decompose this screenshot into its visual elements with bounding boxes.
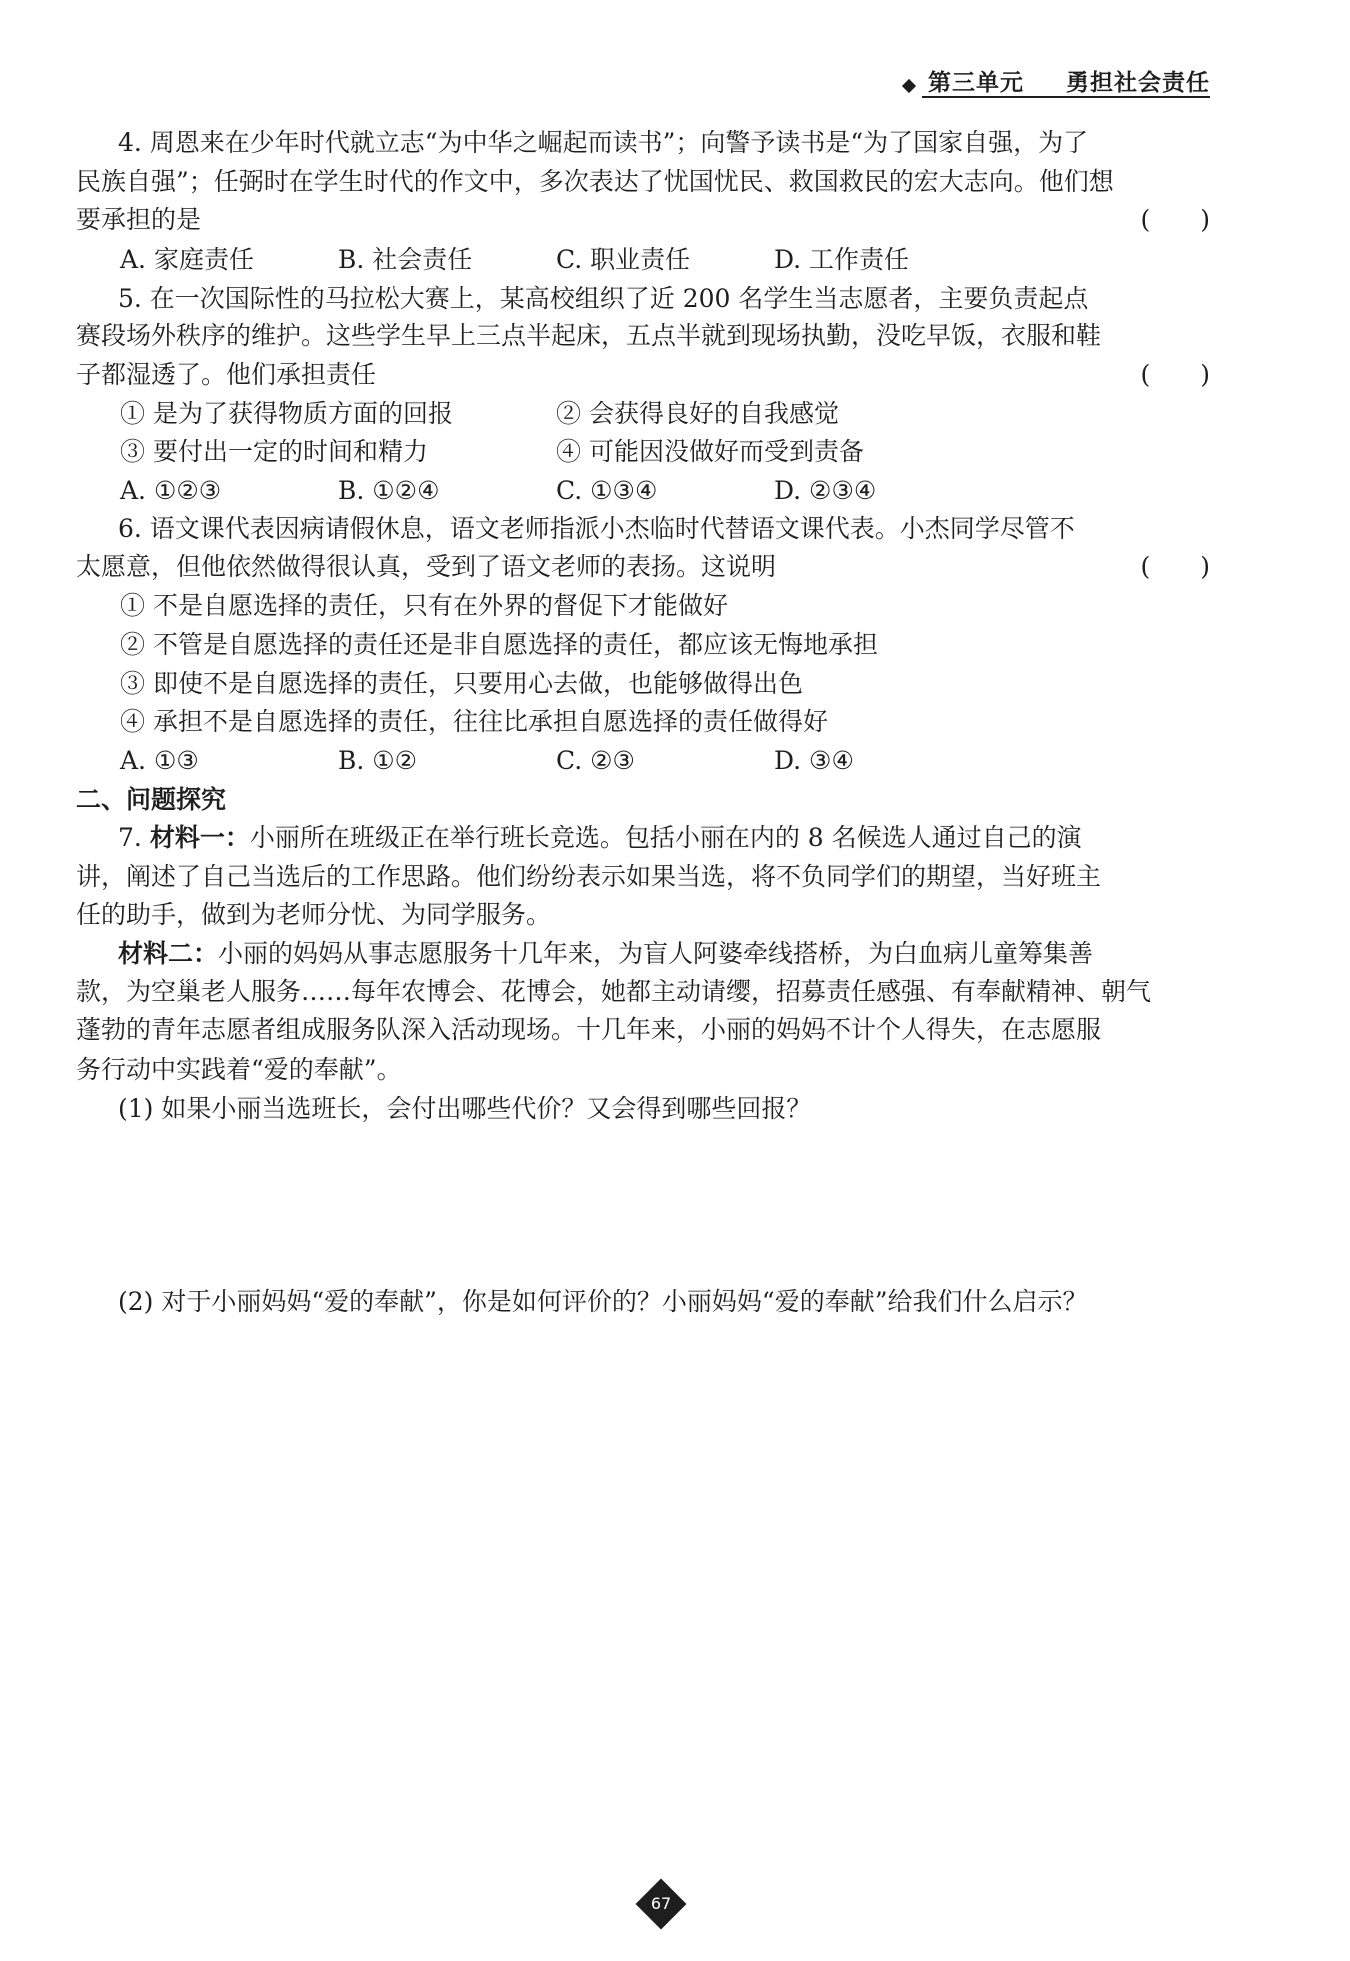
q7-line: 蓬勃的青年志愿者组成服务队深入活动现场。十几年来，小丽的妈妈不计个人得失，在志愿服 xyxy=(76,1015,1102,1044)
q4-line: 民族自强”；任弼时在学生时代的作文中，多次表达了忧国忧民、救国救民的宏大志向。他们想 xyxy=(76,167,1114,196)
option-d: D. ②③④ xyxy=(774,476,877,505)
running-header xyxy=(904,64,1210,97)
statement-item: ② 会获得良好的自我感觉 xyxy=(556,399,839,428)
statement-item: ② 不管是自愿选择的责任还是非自愿选择的责任，都应该无悔地承担 xyxy=(120,630,878,659)
q4-line: 4. 周恩来在少年时代就立志“为中华之崛起而读书”；向警予读书是“为了国家自强，为了 xyxy=(118,128,1089,157)
option-a: A. ①③ xyxy=(120,746,199,775)
page-number-badge xyxy=(636,1879,686,1929)
q7-material-1: 7. 材料一：小丽所在班级正在举行班长竞选。包括小丽在内的 8 名候选人通过自己的演 xyxy=(118,823,1082,852)
sub-question-2: (2) 对于小丽妈妈“爱的奉献”，你是如何评价的？小丽妈妈“爱的奉献”给我们什么启示？ xyxy=(118,1287,1088,1316)
q6-line: 6. 语文课代表因病请假休息，语文老师指派小杰临时代替语文课代表。小杰同学尽管不 xyxy=(118,514,1075,543)
statement-item: ① 是为了获得物质方面的回报 xyxy=(120,399,453,428)
answer-bracket: ( ) xyxy=(1140,205,1210,234)
option-c: C. ②③ xyxy=(556,746,635,775)
option-b: B. ①②④ xyxy=(338,476,440,505)
q7-line: 务行动中实践着“爱的奉献”。 xyxy=(76,1055,402,1084)
option-d: D. 工作责任 xyxy=(774,245,910,274)
header-rule xyxy=(922,96,1210,98)
option-a: A. 家庭责任 xyxy=(120,245,254,274)
q4-line: 要承担的是 xyxy=(76,205,202,234)
diamond-icon xyxy=(902,78,916,92)
statement-item: ④ 承担不是自愿选择的责任，往往比承担自愿选择的责任做得好 xyxy=(120,707,828,736)
section-title: 二、问题探究 xyxy=(76,785,227,814)
option-b: B. ①② xyxy=(338,746,418,775)
material-label: 材料一： xyxy=(149,823,250,852)
q5-line: 5. 在一次国际性的马拉松大赛上，某高校组织了近 200 名学生当志愿者，主要负责起点 xyxy=(118,284,1089,313)
q7-line: 讲，阐述了自己当选后的工作思路。他们纷纷表示如果当选，将不负同学们的期望，当好班主 xyxy=(76,862,1102,891)
option-b: B. 社会责任 xyxy=(338,245,473,274)
answer-bracket: ( ) xyxy=(1140,360,1210,389)
q7-material-2 xyxy=(118,939,1093,969)
statement-item: ① 不是自愿选择的责任，只有在外界的督促下才能做好 xyxy=(120,591,728,620)
option-a: A. ①②③ xyxy=(120,476,222,505)
header-title: 勇担社会责任 xyxy=(1066,70,1210,96)
option-c: C. ①③④ xyxy=(556,476,658,505)
option-d: D. ③④ xyxy=(774,746,854,775)
q5-line: 赛段场外秩序的维护。这些学生早上三点半起床，五点半就到现场执勤，没吃早饭，衣服和鞋 xyxy=(76,321,1102,350)
sub-question-1: (1) 如果小丽当选班长，会付出哪些代价？又会得到哪些回报？ xyxy=(118,1094,812,1123)
statement-item: ③ 即使不是自愿选择的责任，只要用心去做，也能够做得出色 xyxy=(120,669,803,698)
q6-line: 太愿意，但他依然做得很认真，受到了语文老师的表扬。这说明 xyxy=(76,552,777,581)
material-label: 材料二： xyxy=(118,939,219,968)
page-number: 67 xyxy=(650,1894,672,1913)
q7-line: 任的助手，做到为老师分忧、为同学服务。 xyxy=(76,900,552,929)
q5-line: 子都湿透了。他们承担责任 xyxy=(76,360,377,389)
statement-item: ④ 可能因没做好而受到责备 xyxy=(556,437,864,466)
header-unit: 第三单元 xyxy=(928,70,1024,96)
statement-item: ③ 要付出一定的时间和精力 xyxy=(120,437,428,466)
option-c: C. 职业责任 xyxy=(556,245,691,274)
material-text: 小丽的妈妈从事志愿服务十几年来，为盲人阿婆牵线搭桥，为白血病儿童筹集善 xyxy=(218,939,1094,968)
answer-bracket: ( ) xyxy=(1140,552,1210,581)
q7-line: 款，为空巢老人服务……每年农博会、花博会，她都主动请缨，招募责任感强、有奉献精神、朝气 xyxy=(76,977,1152,1006)
material-text: 小丽所在班级正在举行班长竞选。包括小丽在内的 8 名候选人通过自己的演 xyxy=(249,823,1082,852)
